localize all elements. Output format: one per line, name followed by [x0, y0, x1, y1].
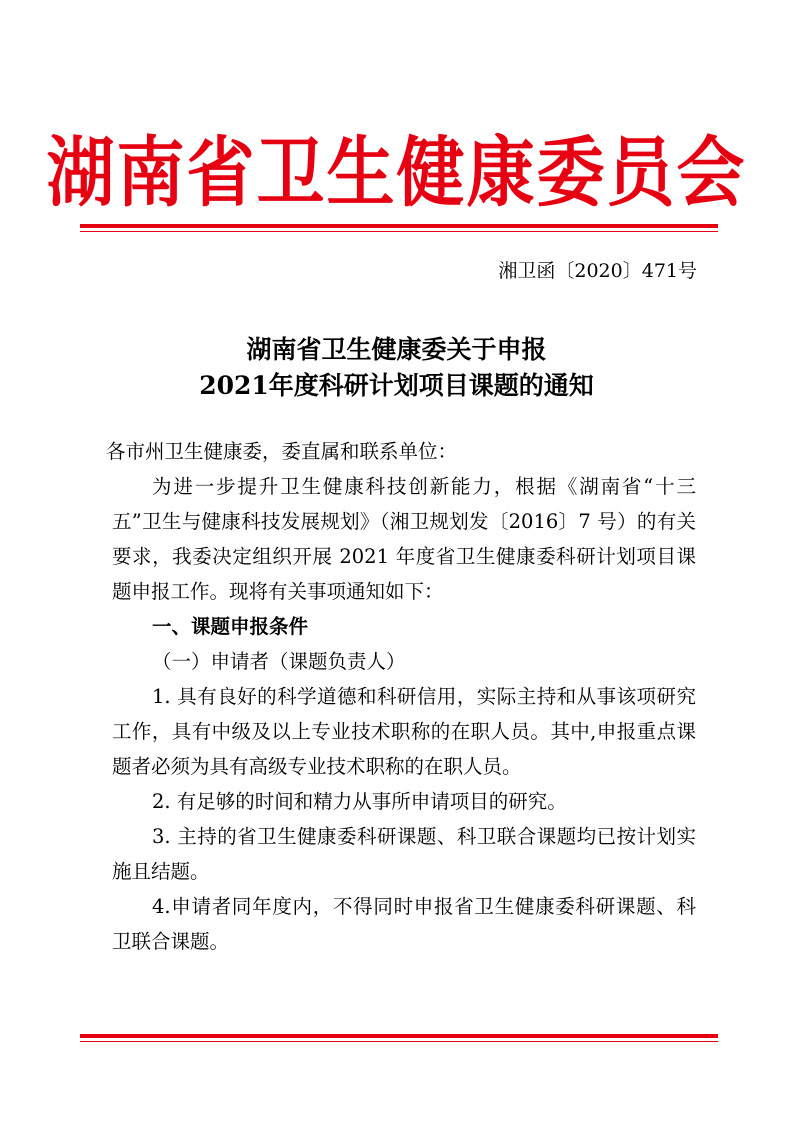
- document-number: 湘卫函〔2020〕471号: [498, 260, 697, 282]
- condition-item-1: 1. 具有良好的科学道德和科研信用，实际主持和从事该项研究工作，具有中级及以上专业技术职称的在职人员。其中,申报重点课题者必须为具有高级专业技术职称的在职人员。: [112, 685, 696, 778]
- condition-item-3: 3. 主持的省卫生健康委科研课题、科卫联合课题均已按计划实施且结题。: [112, 825, 696, 883]
- subsection-heading-1: （一）申请者（课题负责人）: [152, 650, 406, 673]
- footer-divider: [80, 1034, 718, 1042]
- header-divider: [80, 224, 718, 232]
- condition-item-2: 2. 有足够的时间和精力从事所申请项目的研究。: [152, 790, 567, 813]
- salutation: 各市州卫生健康委，委直属和联系单位：: [106, 440, 458, 463]
- section-heading-1: 一、课题申报条件: [152, 615, 309, 638]
- condition-item-4: 4.申请者同年度内，不得同时申报省卫生健康委科研课题、科卫联合课题。: [112, 895, 696, 953]
- document-body: [106, 434, 696, 959]
- notice-title-line-1: 湖南省卫生健康委关于申报: [246, 335, 547, 364]
- intro-paragraph: 为进一步提升卫生健康科技创新能力，根据《湖南省“十三五”卫生与健康科技发展规划》（湘卫规划发〔2016〕7 号）的有关要求，我委决定组织开展 2021 年度省卫生健康委科研计划项目课题申报工作。现将有关事项通知如下：: [112, 475, 696, 603]
- notice-title-line-2: 2021年度科研计划项目课题的通知: [199, 371, 594, 400]
- org-header-title: 湖南省卫生健康委员会: [46, 128, 747, 218]
